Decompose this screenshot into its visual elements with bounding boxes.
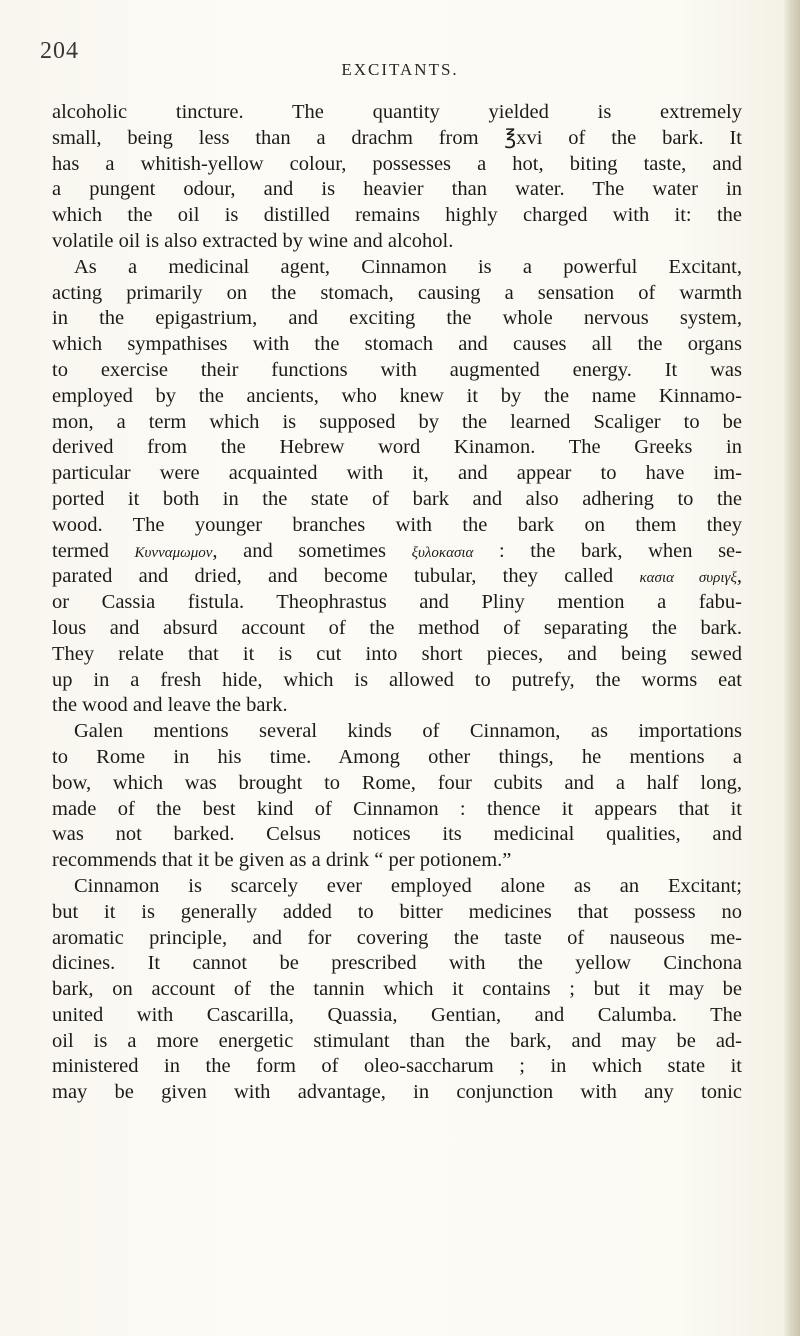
text-line: in the epigastrium, and exciting the whole nervous system, bbox=[52, 307, 742, 330]
text-line: Cinnamon is scarcely ever employed alone as an Excitant; bbox=[74, 874, 742, 897]
text-line: was not barked. Celsus notices its medicinal qualities, and bbox=[52, 823, 742, 846]
greek-term: Κυνναμωμον bbox=[134, 544, 213, 561]
text-line: small, being less than a drachm from ℥xvi of the bark. It bbox=[52, 126, 742, 149]
text-line: mon, a term which is supposed by the learned Scaliger to be bbox=[52, 410, 742, 433]
text-line: united with Cascarilla, Quassia, Gentian, and Calumba. The bbox=[52, 1003, 742, 1026]
text-line: ported it both in the state of bark and also adhering to the bbox=[52, 487, 742, 510]
text-line: up in a fresh hide, which is allowed to putrefy, the worms eat bbox=[52, 668, 742, 691]
text-line: bow, which was brought to Rome, four cubits and a half long, bbox=[52, 771, 742, 794]
text-line: but it is generally added to bitter medicines that possess no bbox=[52, 900, 742, 923]
text-line bbox=[52, 564, 742, 590]
text-line: acting primarily on the stomach, causing a sensation of warmth bbox=[52, 281, 742, 304]
text-line: aromatic principle, and for covering the taste of nauseous me- bbox=[52, 926, 742, 949]
text-line bbox=[52, 539, 742, 565]
page-edge-shadow bbox=[784, 0, 800, 1336]
text-line: the wood and leave the bark. bbox=[52, 694, 288, 717]
text-segment: : the bark, when se- bbox=[473, 539, 742, 562]
running-head: EXCITANTS. bbox=[341, 60, 459, 79]
greek-term: ξυλοκασια bbox=[411, 544, 474, 561]
text-line: to exercise their functions with augmented energy. It was bbox=[52, 358, 742, 381]
text-segment: , bbox=[736, 565, 743, 588]
text-line: which the oil is distilled remains highly charged with it: the bbox=[52, 204, 742, 227]
text-line: lous and absurd account of the method of separating the bark. bbox=[52, 616, 742, 639]
text-line: to Rome in his time. Among other things, he mentions a bbox=[52, 745, 742, 768]
text-line: derived from the Hebrew word Kinamon. The Greeks in bbox=[52, 436, 742, 459]
text-line: particular were acquainted with it, and appear to have im- bbox=[52, 462, 742, 485]
text-segment: termed bbox=[52, 539, 135, 562]
text-line: may be given with advantage, in conjunction with any tonic bbox=[52, 1081, 742, 1104]
page-number: 204 bbox=[40, 38, 79, 64]
text-line: a pungent odour, and is heavier than water. The water in bbox=[52, 178, 742, 201]
text-line: Galen mentions several kinds of Cinnamon, as importations bbox=[74, 720, 742, 743]
text-line: They relate that it is cut into short pieces, and being sewed bbox=[52, 642, 742, 665]
greek-term: κασια συριγξ bbox=[639, 570, 737, 587]
text-line: bark, on account of the tannin which it contains ; but it may be bbox=[52, 978, 742, 1001]
text-segment: , and sometimes bbox=[212, 539, 412, 562]
text-segment: parated and dried, and become tubular, they called bbox=[52, 565, 640, 588]
text-line: or Cassia fistula. Theophrastus and Pliny mention a fabu- bbox=[52, 591, 742, 614]
text-line: alcoholic tincture. The quantity yielded is extremely bbox=[52, 101, 742, 123]
text-line: made of the best kind of Cinnamon : thence it appears that it bbox=[52, 797, 742, 820]
text-line: recommends that it be given as a drink “ per potionem.” bbox=[52, 849, 512, 872]
text-line: has a whitish-yellow colour, possesses a hot, biting taste, and bbox=[52, 152, 742, 175]
text-line: oil is a more energetic stimulant than the bark, and may be ad- bbox=[52, 1029, 742, 1052]
text-line: volatile oil is also extracted by wine and alcohol. bbox=[52, 229, 454, 252]
text-line: ministered in the form of oleo-saccharum ; in which state it bbox=[52, 1055, 742, 1078]
text-line: employed by the ancients, who knew it by the name Kinnamo- bbox=[52, 384, 742, 407]
text-line: which sympathises with the stomach and causes all the organs bbox=[52, 333, 742, 356]
text-line: dicines. It cannot be prescribed with the yellow Cinchona bbox=[52, 952, 742, 975]
text-line: wood. The younger branches with the bark on them they bbox=[52, 513, 742, 536]
body-text bbox=[52, 100, 742, 1106]
text-line: As a medicinal agent, Cinnamon is a powerful Excitant, bbox=[74, 255, 742, 278]
